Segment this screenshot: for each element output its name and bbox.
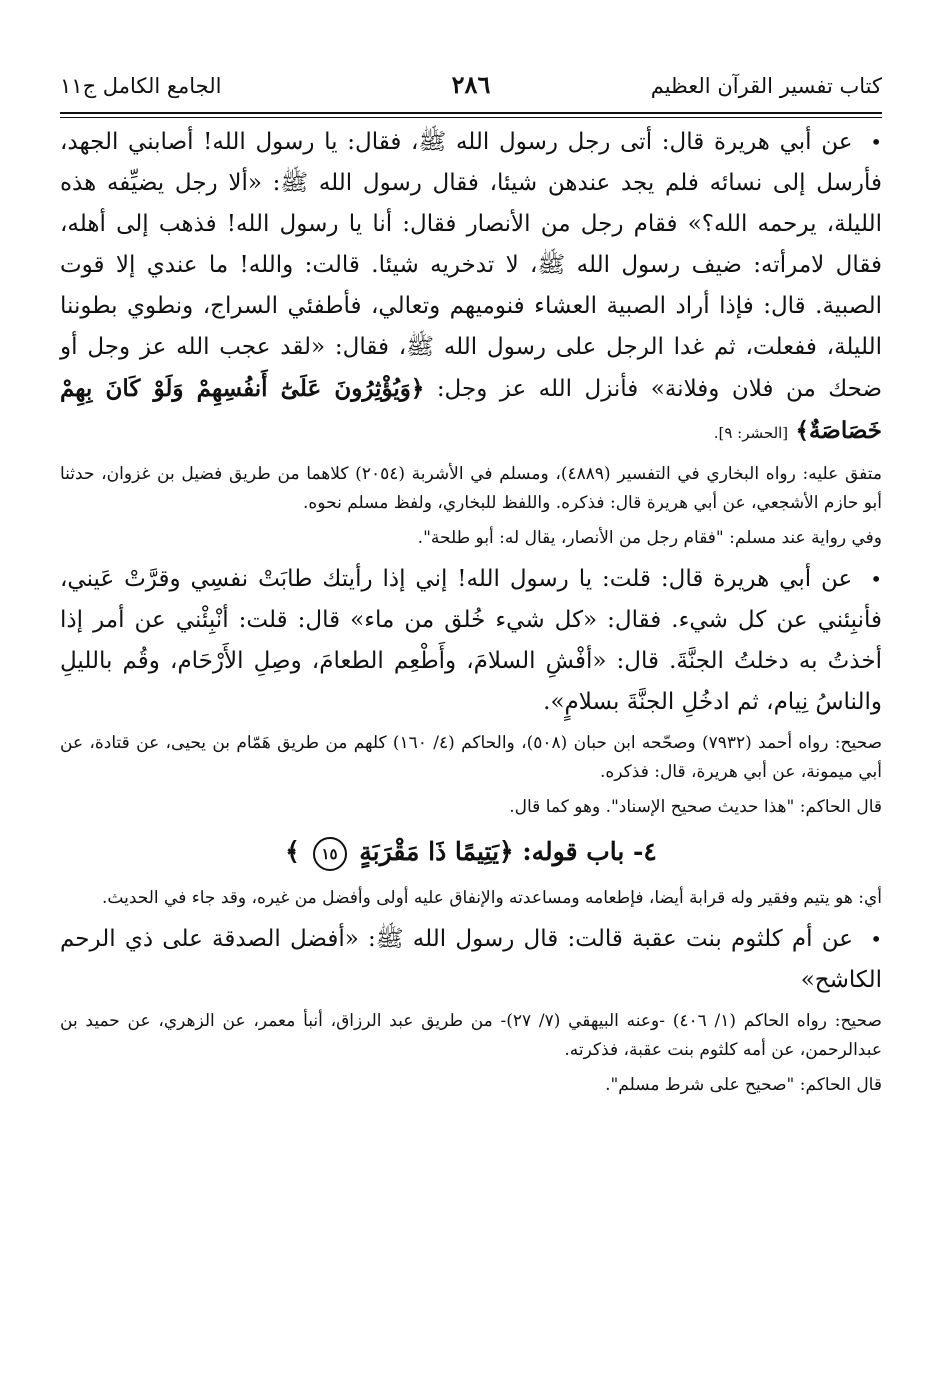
- chapter-verse-close: ﴾: [285, 837, 300, 866]
- hadith-source: متفق عليه: رواه البخاري في التفسير (٤٨٨٩)، ومسلم في الأشربة (٢٠٥٤) كلاهما من طريق فضيل بن غزوان، حدثنا أبو حازم الأشجعي، عن أبي هريرة قال: فذكره. واللفظ للبخاري، ولفظ مسلم نحوه.: [60, 464, 882, 513]
- ayah-number-icon: ١٥: [313, 837, 347, 871]
- hadith-note: قال الحاكم: "صحيح على شرط مسلم".: [605, 1075, 882, 1095]
- hadith-text: عن أم كلثوم بنت عقبة قالت: قال رسول الله ﷺ: «أفضل الصدقة على ذي الرحم الكاشح»: [60, 926, 882, 993]
- hadith-paragraph: [60, 559, 882, 723]
- page-number: ٢٨٦: [451, 70, 491, 99]
- page-content: [60, 122, 882, 1100]
- hadith-text: عن أبي هريرة قال: قلت: يا رسول الله! إني إذا رأيتك طابَتْ نفسِي وقرَّتْ عَيني، فأنبِئني عن كل شيء. فقال: «كل شيء خُلق من ماء» قال: قلت: أنْبِئْني عن أمر إذا أخذتُ به دخلتُ الجنَّةَ. قال: «أفْشِ السلامَ، وأَطْعِم الطعامَ، وصِلِ الأَرْحَام، وقُم بالليلِ والناسُ نِيام، ثم ادخُلِ الجنَّةَ بسلامٍ».: [60, 566, 882, 715]
- hadith-source: صحيح: رواه أحمد (٧٩٣٢) وصحّحه ابن حبان (٥٠٨)، والحاكم (٤/ ١٦٠) كلهم من طريق هَمّام بن يحيى، عن قتادة، عن أبي ميمونة، عن أبي هريرة، قال: فذكره.: [60, 733, 883, 782]
- chapter-verse: ﴿يَتِيمًا ذَا مَقْرَبَةٍ: [359, 837, 514, 866]
- verse-reference: [الحشر: ٩].: [713, 424, 789, 442]
- hadith-note: قال الحاكم: "هذا حديث صحيح الإسناد". وهو كما قال.: [509, 797, 882, 817]
- header-rule-thin: [60, 117, 882, 118]
- volume-label: الجامع الكامل ج١١: [60, 74, 222, 98]
- book-title: كتاب تفسير القرآن العظيم: [650, 74, 882, 98]
- bullet-icon: •: [870, 130, 882, 154]
- book-page: [60, 60, 882, 1106]
- hadith-paragraph: [60, 919, 882, 1001]
- hadith-note: وفي رواية عند مسلم: "فقام رجل من الأنصار، يقال له: أبو طلحة".: [417, 528, 882, 548]
- chapter-heading: [60, 832, 882, 872]
- quran-verse: ﴿وَيُؤْثِرُونَ عَلَىٰٓ أَنفُسِهِمْ وَلَوْ كَانَ بِهِمْ خَصَاصَةٌ﴾: [60, 375, 882, 444]
- bullet-icon: •: [870, 567, 882, 591]
- bullet-icon: •: [870, 927, 883, 951]
- chapter-prefix: ٤- باب قوله:: [522, 837, 657, 866]
- page-header: [60, 60, 882, 112]
- chapter-intro: أي: هو يتيم وفقير وله قرابة أيضا، فإطعامه ومساعدته والإنفاق عليه أولى وأفضل من غيره، وقد جاء في الحديث.: [102, 888, 882, 908]
- hadith-text: عن أبي هريرة قال: أتى رجل رسول الله ﷺ، فقال: يا رسول الله! أصابني الجهد، فأرسل إلى نسائه فلم يجد عندهن شيئا، فقال رسول الله ﷺ: «ألا رجل يضيِّفه هذه الليلة، يرحمه الله؟» فقام رجل من الأنصار فقال: أنا يا رسول الله! فذهب إلى أهله، فقال لامرأته: ضيف رسول الله ﷺ، لا تدخريه شيئا. قالت: والله! ما عندي إلا قوت الصبية. قال: فإذا أراد الصبية العشاء فنوميهم وتعالي، فأطفئي السراج، ونطوي بطوننا الليلة، ففعلت، ثم غدا الرجل على رسول الله ﷺ، فقال: «لقد عجب الله عز وجل أو ضحك من فلان وفلانة» فأنزل الله عز وجل:: [60, 129, 883, 402]
- hadith-source: صحيح: رواه الحاكم (١/ ٤٠٦) -وعنه البيهقي (٧/ ٢٧)- من طريق عبد الرزاق، أنبأ معمر، عن الزهري، عن حميد بن عبدالرحمن، عن أمه كلثوم بنت عقبة، فذكرته.: [60, 1011, 882, 1060]
- header-rule: [60, 112, 882, 114]
- hadith-paragraph: [60, 122, 882, 454]
